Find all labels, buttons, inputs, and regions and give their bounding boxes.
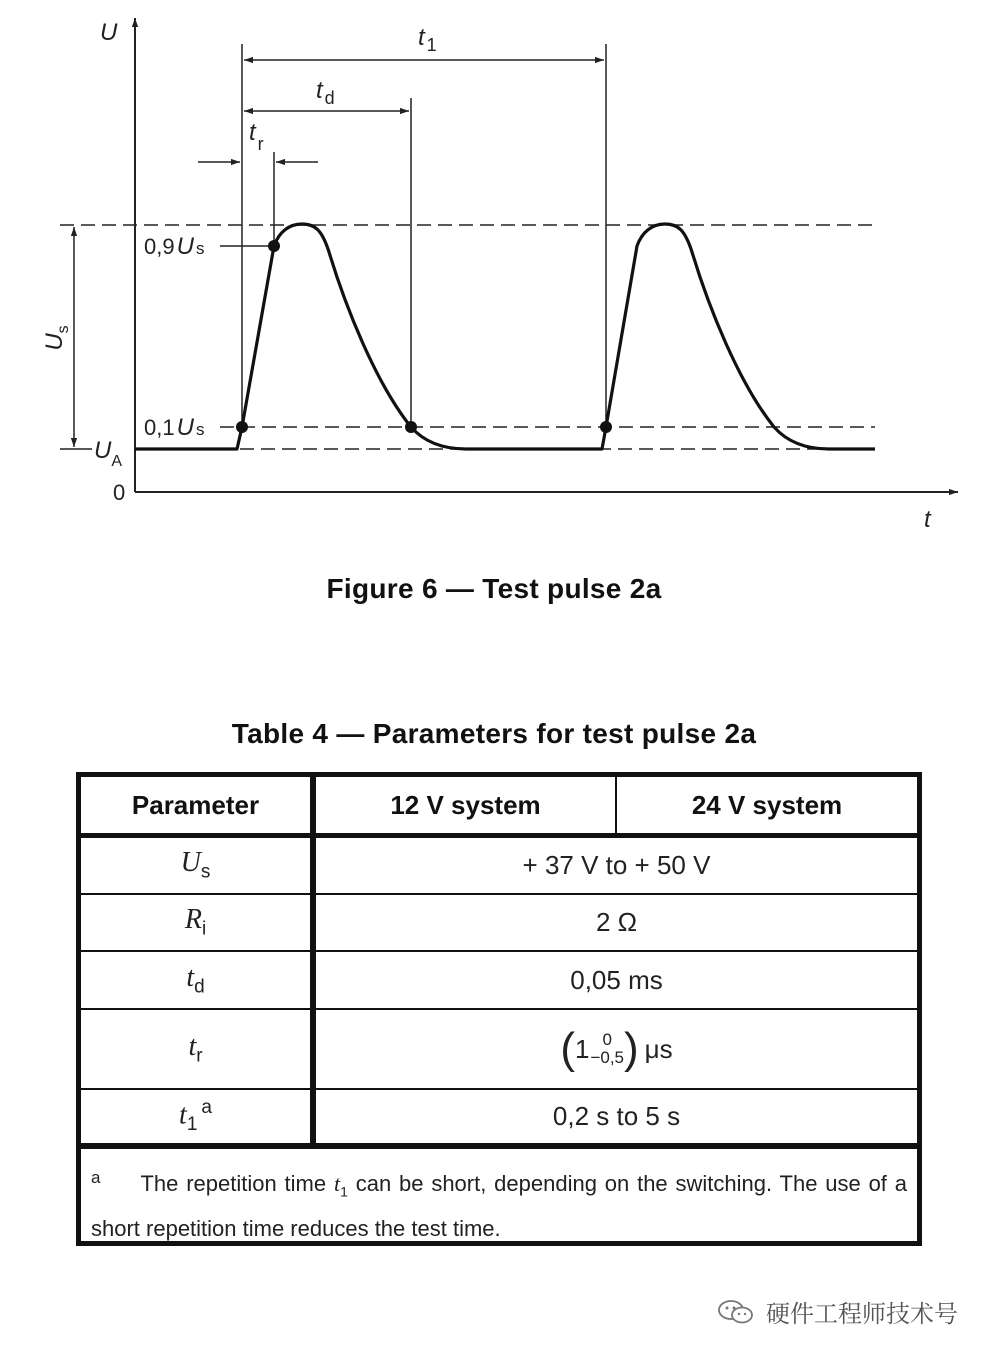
point-01us-rise-2 xyxy=(600,421,612,433)
table-caption: Table 4 — Parameters for test pulse 2a xyxy=(231,718,757,749)
point-01us-fall-1 xyxy=(405,421,417,433)
y-axis-label: U xyxy=(100,19,118,46)
wechat-icon xyxy=(716,1297,756,1327)
point-09us-rise-1 xyxy=(268,240,280,252)
label-ua: $U_A$ xyxy=(94,437,123,470)
watermark: 硬件工程师技术号 xyxy=(716,1294,958,1329)
param-ri: $R_i$ xyxy=(184,904,207,940)
header-12v-system: 12 V system xyxy=(390,789,541,820)
param-us: $U_s$ xyxy=(180,847,211,883)
table-footnote: $^a$ The repetition time $t_1$ can be short, depending on the switching. The use of a short repetition time reduces the test time. xyxy=(91,1168,907,1242)
header-24v-system: 24 V system xyxy=(691,789,843,820)
figure-caption: Figure 6 — Test pulse 2a xyxy=(326,573,662,604)
value-t1: 0,2 s to 5 s xyxy=(552,1101,681,1131)
us-dimension-label: $U_s$ xyxy=(41,325,72,351)
header-parameter: Parameter xyxy=(131,789,260,820)
label-09us: 0,9U s xyxy=(144,233,205,260)
parameters-table xyxy=(76,772,922,1246)
param-t1: $t_1^a$ xyxy=(179,1097,212,1135)
pulse-waveform xyxy=(135,224,875,449)
value-ri: 2 Ω xyxy=(595,907,638,937)
footnote-divider xyxy=(81,1143,917,1149)
value-td: 0,05 ms xyxy=(570,964,663,995)
tolerance-stack: 0 −0,5 xyxy=(590,1030,625,1067)
param-tr: $t_r$ xyxy=(188,1030,203,1067)
point-01us-rise-1 xyxy=(236,421,248,433)
x-axis-label: t xyxy=(924,506,931,533)
label-01us: 0,1U s xyxy=(144,414,205,441)
test-pulse-figure xyxy=(0,0,988,560)
origin-label: 0 xyxy=(113,480,126,505)
t1-label: t $_1$ xyxy=(418,24,437,55)
value-tr: ( 1 0 −0,5 ) μs xyxy=(560,1024,673,1073)
tr-label: t $_r$ xyxy=(249,119,264,154)
param-td: $t_d$ xyxy=(186,961,205,998)
td-label: t $_d$ xyxy=(316,77,335,108)
value-us: + 37 V to + 50 V xyxy=(522,850,711,880)
